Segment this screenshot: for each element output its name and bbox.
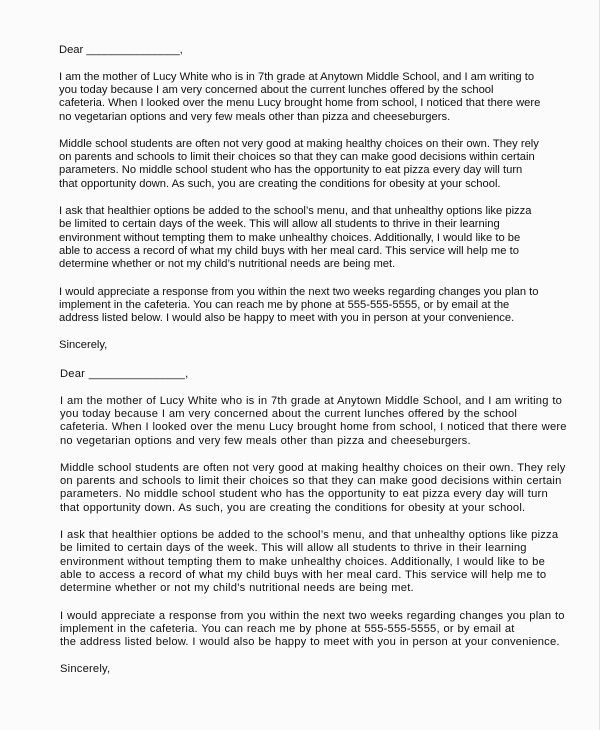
paragraph-2-line: that opportunity down. As such, you are creating the conditions for obesity at your school.: [60, 501, 526, 514]
paragraph-1-line: I am the mother of Lucy White who is in 7th grade at Anytown Middle School, and I am writing to: [59, 70, 535, 83]
paragraph-4-line: implement in the cafeteria. You can reach me by phone at 555-555-5555, or by email at: [60, 622, 515, 635]
paragraph-3-line: able to access a record of what my child buys with her meal card. This service will help me to: [60, 568, 547, 581]
paragraph-2-line: that opportunity down. As such, you are creating the conditions for obesity at your school.: [59, 177, 501, 190]
paragraph-3-line: determine whether or not my child’s nutritional needs are being met.: [59, 258, 396, 271]
paragraph-4-line: I would appreciate a response from you within the next two weeks regarding changes you plan to: [60, 609, 565, 622]
paragraph-3-line: environment without tempting them to make unhealthy choices. Additionally, I would like to be: [59, 231, 521, 244]
paragraph-gap: [59, 124, 541, 138]
paragraph-1-line: I am the mother of Lucy White who is in 7th grade at Anytown Middle School, and I am writing to: [60, 394, 563, 407]
paragraph-1-line: cafeteria. When I looked over the menu Lucy brought home from school, I noticed that there were: [59, 97, 541, 110]
paragraph-1-line: you today because I am very concerned about the current lunches offered by the school: [60, 407, 518, 420]
salutation: Dear _______________,: [60, 368, 189, 380]
paragraph-3-line: able to access a record of what my child buys with her meal card. This service will help me to: [59, 244, 519, 257]
paragraph-3-line: be limited to certain days of the week. This will allow all students to thrive in their learning: [59, 218, 500, 231]
paragraph-3-line: determine whether or not my child’s nutritional needs are being met.: [60, 582, 414, 595]
paragraph-1-line: you today because I am very concerned about the current lunches offered by the school: [59, 83, 494, 96]
closing: Sincerely,: [60, 663, 111, 676]
paragraph-gap: [60, 381, 540, 394]
paragraph-3-line: I ask that healthier options be added to the school’s menu, and that unhealthy options like pizza: [60, 529, 559, 542]
paragraph-gap: [59, 191, 541, 205]
paragraph-gap: [60, 596, 540, 610]
closing: Sincerely,: [59, 339, 108, 352]
letter-2: [60, 368, 567, 677]
paragraph-gap: [60, 448, 540, 462]
paragraph-4-line: the address listed below. I would also be happy to meet with you in person at your convenience.: [60, 636, 560, 649]
paragraph-1-line: cafeteria. When I looked over the menu Lucy brought home from school, I noticed that there were: [60, 421, 567, 434]
paragraph-3-line: be limited to certain days of the week. This will allow all students to thrive in their learning: [60, 542, 527, 555]
paragraph-2-line: on parents and schools to limit their choices so that they can make good decisions within certain: [60, 475, 562, 488]
paragraph-1-line: no vegetarian options and very few meals other than pizza and cheeseburgers.: [60, 434, 471, 447]
paragraph-gap: [60, 515, 540, 529]
paragraph-2-line: parameters. No middle school student who has the opportunity to eat pizza every day will turn: [59, 164, 523, 177]
salutation: Dear _______________,: [59, 44, 183, 56]
paragraph-1-line: no vegetarian options and very few meals other than pizza and cheeseburgers.: [59, 110, 451, 123]
paragraph-gap: [59, 325, 541, 339]
paragraph-2-line: on parents and schools to limit their choices so that they can make good decisions within certain: [59, 151, 535, 164]
paragraph-gap: [60, 649, 540, 663]
paragraph-gap: [59, 272, 541, 286]
paragraph-4-line: address listed below. I would also be happy to meet with you in person at your convenience.: [59, 312, 515, 325]
paragraph-gap: [59, 57, 541, 70]
paragraph-3-line: environment without tempting them to make unhealthy choices. Additionally, I would like to be: [60, 555, 546, 568]
paragraph-2-line: Middle school students are often not very good at making healthy choices on their own. They rely: [59, 137, 539, 150]
paragraph-2-line: Middle school students are often not very good at making healthy choices on their own. They rely: [60, 461, 566, 474]
letter-1: [59, 44, 541, 353]
paragraph-3-line: I ask that healthier options be added to the school’s menu, and that unhealthy options like pizza: [59, 205, 532, 218]
paragraph-2-line: parameters. No middle school student who has the opportunity to eat pizza every day will turn: [60, 488, 548, 501]
paragraph-4-line: I would appreciate a response from you within the next two weeks regarding changes you plan to: [59, 285, 539, 298]
paragraph-4-line: implement in the cafeteria. You can reach me by phone at 555-555-5555, or by email at the: [59, 298, 510, 311]
